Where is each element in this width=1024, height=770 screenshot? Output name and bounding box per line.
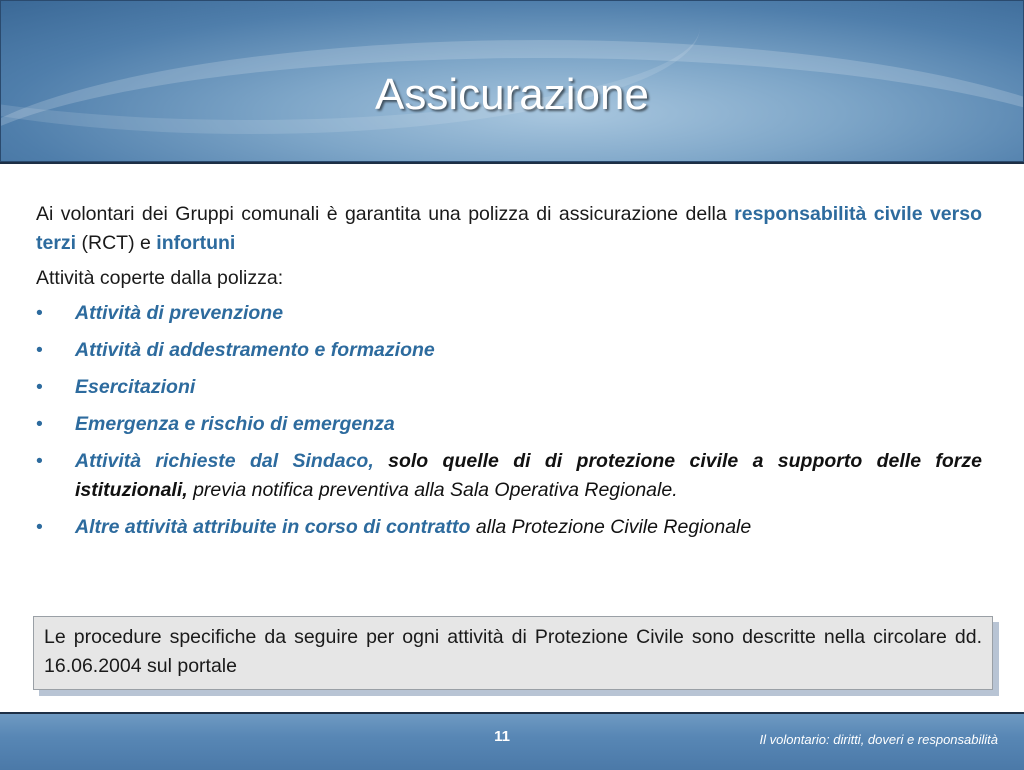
activity-mayor-requests: Attività richieste dal Sindaco, [75,450,374,472]
activity-prevention: Attività di prevenzione [75,302,284,324]
covered-activities-list [36,299,982,542]
activity-emergency: Emergenza e rischio di emergenza [75,413,395,435]
bullet-icon: • [36,413,43,435]
contract-recipient: alla Protezione Civile Regionale [470,516,752,538]
intro-text: Ai volontari dei Gruppi comunali è garantita una polizza di assicurazione della [36,203,735,225]
activity-training: Attività di addestramento e formazione [75,339,435,361]
footer-caption: Il volontario: diritti, doveri e responsabilità [759,732,998,747]
list-item [36,373,982,402]
list-item [36,410,982,439]
activity-contract: Altre attività attribuite in corso di contratto [75,516,471,538]
activity-exercises: Esercitazioni [75,376,196,398]
intro-text-2: (RCT) e [76,232,157,254]
rct-highlight: responsabilità civile verso terzi [36,203,982,254]
list-item [36,299,982,328]
slide-body [36,200,982,550]
bullet-icon: • [36,302,43,324]
intro-paragraph [36,200,982,258]
procedures-note-text: Le procedure specifiche da seguire per ogni attività di Protezione Civile sono descritte nella circolare dd. 16.06.2004 sul portale [44,626,982,677]
procedures-note-box [33,616,993,690]
slide-title: Assicurazione [375,70,649,119]
page-number: 11 [494,728,510,745]
civil-protection-condition: solo quelle di di protezione civile a supporto delle forze istituzionali, [75,450,982,501]
bullet-icon: • [36,516,43,538]
bullet-icon: • [36,450,43,472]
list-item [36,447,982,505]
infortuni-highlight: infortuni [156,232,236,254]
list-item [36,336,982,365]
covered-label: Attività coperte dalla polizza: [36,267,284,289]
slide-header [0,0,1024,164]
bullet-icon: • [36,376,43,398]
notification-condition: previa notifica preventiva alla Sala Operativa Regionale. [187,479,678,501]
slide-footer [0,712,1024,770]
list-item [36,513,982,542]
bullet-icon: • [36,339,43,361]
